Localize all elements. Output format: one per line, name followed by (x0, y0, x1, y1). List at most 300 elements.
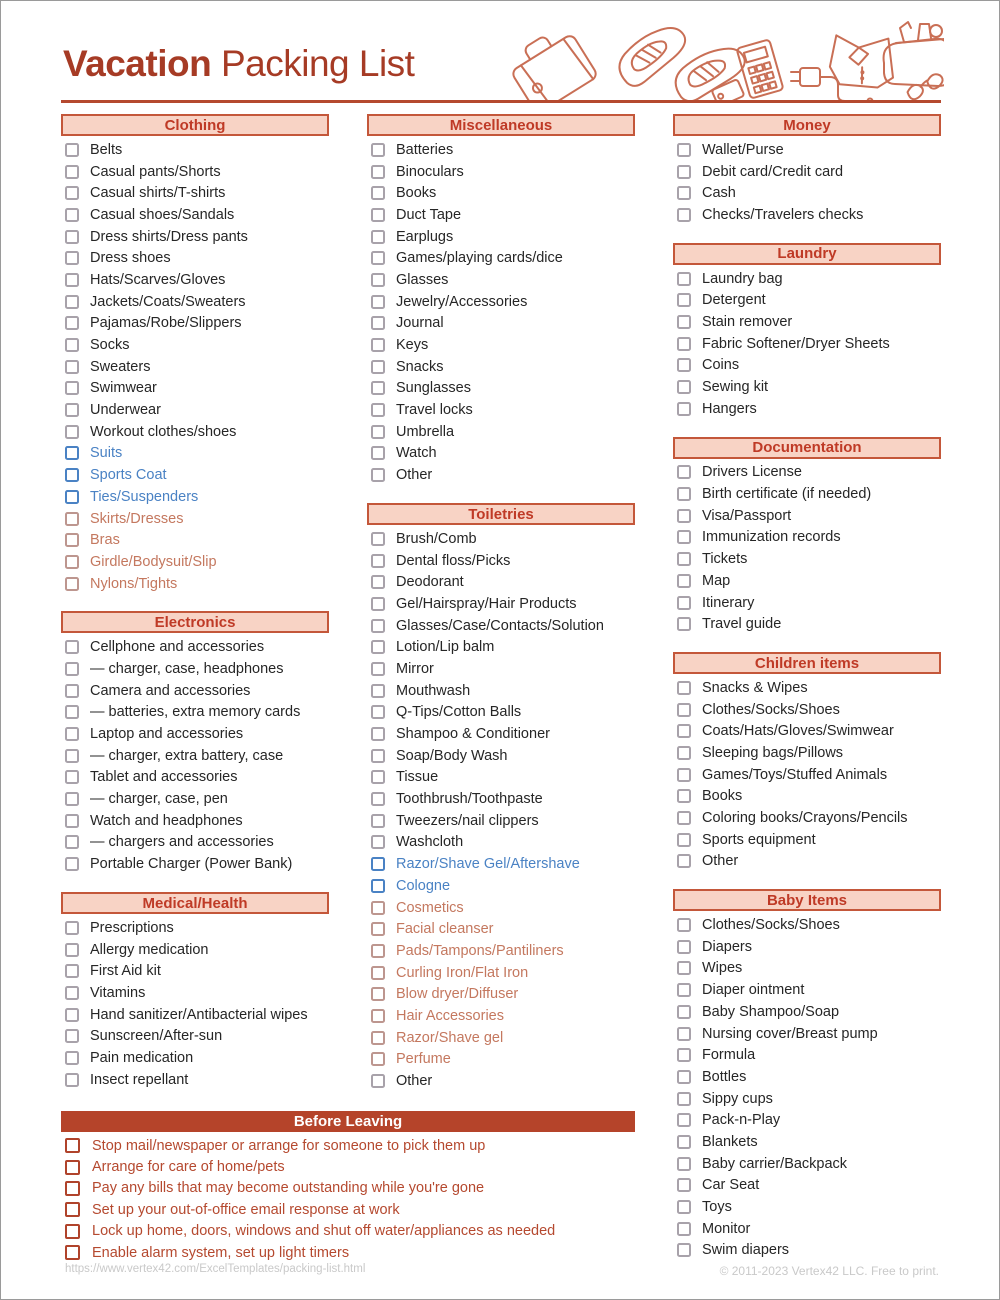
checkbox[interactable] (677, 746, 691, 760)
checkbox[interactable] (677, 961, 691, 975)
checkbox[interactable] (65, 1181, 80, 1196)
item-row (367, 139, 635, 161)
before-leaving-section (61, 1111, 635, 1263)
checkbox[interactable] (371, 792, 385, 806)
checkbox[interactable] (65, 705, 79, 719)
item-row (673, 677, 941, 699)
item-label: Q-Tips/Cotton Balls (396, 704, 522, 721)
item-row (367, 723, 635, 745)
checkbox[interactable] (677, 315, 691, 329)
item-label: Sleeping bags/Pillows (702, 744, 844, 761)
checkbox[interactable] (677, 530, 691, 544)
before-leaving-header: Before Leaving (61, 1111, 635, 1132)
checkbox[interactable] (677, 465, 691, 479)
checkbox[interactable] (677, 337, 691, 351)
checkbox[interactable] (371, 295, 385, 309)
checkbox[interactable] (65, 316, 79, 330)
item-row (61, 247, 329, 269)
checkbox[interactable] (677, 768, 691, 782)
item-label: Pack-n-Play (702, 1112, 781, 1129)
checkbox[interactable] (65, 512, 79, 526)
item-label: Brush/Comb (396, 530, 477, 547)
item-row (673, 958, 941, 980)
item-label: Watch and headphones (90, 812, 243, 829)
item-label: Cosmetics (396, 899, 464, 916)
checkbox[interactable] (65, 360, 79, 374)
section-header: Laundry (673, 243, 941, 265)
checkbox[interactable] (65, 770, 79, 784)
checkbox[interactable] (677, 724, 691, 738)
item-row (367, 593, 635, 615)
item-label: Clothes/Socks/Shoes (702, 701, 840, 718)
checkbox[interactable] (677, 703, 691, 717)
checkbox[interactable] (371, 922, 385, 936)
item-label: Bottles (702, 1068, 747, 1085)
checkbox[interactable] (65, 490, 79, 504)
item-label: Clothes/Socks/Shoes (702, 917, 840, 934)
item-label: Belts (90, 141, 123, 158)
checkbox[interactable] (677, 833, 691, 847)
checkbox[interactable] (65, 1245, 80, 1260)
section-header: Money (673, 114, 941, 136)
item-label: Arrange for care of home/pets (92, 1159, 285, 1176)
checkbox[interactable] (65, 1160, 80, 1175)
page-title-bold: Vacation (63, 43, 212, 84)
checkbox[interactable] (677, 918, 691, 932)
checkbox[interactable] (371, 143, 385, 157)
item-label: Baby Shampoo/Soap (702, 1003, 840, 1020)
checkbox[interactable] (371, 944, 385, 958)
checkbox[interactable] (371, 316, 385, 330)
item-row (673, 807, 941, 829)
checkbox[interactable] (65, 1008, 79, 1022)
section-header: Clothing (61, 114, 329, 136)
item-row (61, 139, 329, 161)
checkbox[interactable] (65, 684, 79, 698)
checkbox[interactable] (371, 619, 385, 633)
item-row (673, 1218, 941, 1240)
footer-url: https://www.vertex42.com/ExcelTemplates/packing-list.html (65, 1263, 366, 1275)
item-row (673, 527, 941, 549)
checkbox[interactable] (371, 857, 385, 871)
section-header: Children items (673, 652, 941, 674)
checkbox[interactable] (677, 1157, 691, 1171)
item-row (673, 764, 941, 786)
section-header: Medical/Health (61, 892, 329, 914)
item-label: Sunglasses (396, 380, 471, 397)
item-label: Sweaters (90, 358, 151, 375)
item-label: Skirts/Dresses (90, 510, 184, 527)
checkbox[interactable] (371, 987, 385, 1001)
section-electronics (61, 611, 329, 875)
checkbox[interactable] (677, 358, 691, 372)
checkbox[interactable] (371, 554, 385, 568)
item-label: Glasses/Case/Contacts/Solution (396, 617, 604, 634)
item-row (673, 1023, 941, 1045)
item-row (673, 1153, 941, 1175)
item-row (367, 788, 635, 810)
item-label: Sports equipment (702, 831, 816, 848)
item-row (367, 745, 635, 767)
checkbox[interactable] (677, 1243, 691, 1257)
item-row (673, 462, 941, 484)
page-title-rest: Packing List (211, 43, 415, 84)
item-label: Fabric Softener/Dryer Sheets (702, 335, 890, 352)
checkbox[interactable] (371, 360, 385, 374)
checkbox[interactable] (65, 662, 79, 676)
item-label: Duct Tape (396, 206, 462, 223)
checkbox[interactable] (371, 468, 385, 482)
item-label: Tissue (396, 769, 439, 786)
checkbox[interactable] (65, 273, 79, 287)
sneaker-icon (668, 38, 750, 103)
item-label: Pads/Tampons/Pantiliners (396, 942, 564, 959)
column-1 (61, 114, 329, 1278)
item-label: — charger, case, headphones (90, 660, 284, 677)
item-label: Casual pants/Shorts (90, 163, 221, 180)
checkbox[interactable] (677, 487, 691, 501)
item-row (61, 810, 329, 832)
checkbox[interactable] (371, 230, 385, 244)
checkbox[interactable] (371, 705, 385, 719)
checkbox[interactable] (677, 402, 691, 416)
checkbox[interactable] (65, 857, 79, 871)
item-label: Sewing kit (702, 379, 769, 396)
item-label: Blow dryer/Diffuser (396, 986, 519, 1003)
checkbox[interactable] (371, 966, 385, 980)
item-label: Razor/Shave Gel/Aftershave (396, 856, 580, 873)
section-header: Toiletries (367, 503, 635, 525)
item-label: Watch (396, 445, 437, 462)
checkbox[interactable] (371, 597, 385, 611)
item-label: Swimwear (90, 380, 157, 397)
checkbox[interactable] (65, 921, 79, 935)
section-children-items (673, 652, 941, 872)
item-label: Nursing cover/Breast pump (702, 1025, 878, 1042)
checkbox[interactable] (371, 403, 385, 417)
section-documentation (673, 437, 941, 636)
checkbox[interactable] (65, 468, 79, 482)
checkbox[interactable] (65, 986, 79, 1000)
checkbox[interactable] (677, 1027, 691, 1041)
item-label: Curling Iron/Flat Iron (396, 964, 529, 981)
checkbox[interactable] (371, 879, 385, 893)
item-label: Map (702, 572, 731, 589)
checkbox[interactable] (371, 186, 385, 200)
item-row (673, 829, 941, 851)
checkbox[interactable] (677, 165, 691, 179)
item-row (61, 551, 329, 573)
item-row (673, 355, 941, 377)
item-label: Diapers (702, 938, 752, 955)
item-row (61, 1069, 329, 1091)
item-row (673, 161, 941, 183)
checkbox[interactable] (677, 380, 691, 394)
checkbox[interactable] (371, 662, 385, 676)
checkbox[interactable] (371, 575, 385, 589)
item-label: First Aid kit (90, 963, 161, 980)
item-row (673, 699, 941, 721)
item-label: Swim diapers (702, 1242, 790, 1259)
checkbox[interactable] (677, 854, 691, 868)
item-row (673, 398, 941, 420)
section-header: Electronics (61, 611, 329, 633)
item-row (367, 356, 635, 378)
checkbox[interactable] (65, 230, 79, 244)
item-label: — chargers and accessories (90, 834, 274, 851)
item-label: Casual shoes/Sandals (90, 206, 235, 223)
item-row (61, 486, 329, 508)
item-label: Drivers License (702, 464, 802, 481)
item-label: Diaper ointment (702, 982, 805, 999)
checkbox[interactable] (677, 811, 691, 825)
item-row (367, 269, 635, 291)
checkbox[interactable] (371, 770, 385, 784)
checkbox[interactable] (371, 684, 385, 698)
item-label: Coins (702, 357, 740, 374)
item-row (673, 1044, 941, 1066)
checkbox[interactable] (677, 293, 691, 307)
checkbox[interactable] (371, 425, 385, 439)
item-row (673, 613, 941, 635)
checkbox[interactable] (65, 295, 79, 309)
checkbox[interactable] (65, 1138, 80, 1153)
item-row (61, 917, 329, 939)
item-row (673, 1240, 941, 1262)
item-row (367, 853, 635, 875)
checkbox[interactable] (371, 165, 385, 179)
item-label: Enable alarm system, set up light timers (92, 1244, 350, 1261)
section-miscellaneous (367, 114, 635, 486)
item-row (61, 1047, 329, 1069)
item-label: Workout clothes/shoes (90, 423, 237, 440)
item-label: Cash (702, 185, 736, 202)
column-3 (673, 114, 941, 1278)
item-row (61, 529, 329, 551)
item-row (61, 378, 329, 400)
checkbox[interactable] (65, 425, 79, 439)
item-row (61, 182, 329, 204)
checkbox[interactable] (65, 1051, 79, 1065)
item-row (673, 182, 941, 204)
checkbox[interactable] (65, 208, 79, 222)
item-label: Coats/Hats/Gloves/Swimwear (702, 723, 894, 740)
item-row (367, 464, 635, 486)
item-row (367, 702, 635, 724)
item-row (367, 399, 635, 421)
checkbox[interactable] (677, 1070, 691, 1084)
checkbox[interactable] (677, 983, 691, 997)
checkbox[interactable] (65, 186, 79, 200)
section-toiletries (367, 503, 635, 1092)
item-row (367, 247, 635, 269)
checkbox[interactable] (677, 1135, 691, 1149)
checkbox[interactable] (65, 964, 79, 978)
checkbox[interactable] (371, 749, 385, 763)
item-label: Hats/Scarves/Gloves (90, 271, 226, 288)
checkbox[interactable] (371, 835, 385, 849)
item-label: Set up your out-of-office email response at work (92, 1201, 400, 1218)
item-label: Pay any bills that may become outstanding while you're gone (92, 1180, 485, 1197)
checkbox[interactable] (65, 251, 79, 265)
checkbox[interactable] (677, 1005, 691, 1019)
item-label: Games/Toys/Stuffed Animals (702, 766, 888, 783)
checkbox[interactable] (371, 446, 385, 460)
item-label: Washcloth (396, 834, 464, 851)
checkbox[interactable] (371, 273, 385, 287)
checkbox[interactable] (371, 338, 385, 352)
item-label: Sports Coat (90, 467, 167, 484)
header-divider (61, 100, 941, 103)
checkbox[interactable] (65, 1202, 80, 1217)
checkbox[interactable] (65, 555, 79, 569)
checkbox[interactable] (677, 509, 691, 523)
item-row (61, 443, 329, 465)
item-row (673, 505, 941, 527)
item-row (367, 550, 635, 572)
item-row (673, 139, 941, 161)
checkbox[interactable] (65, 577, 79, 591)
item-row (61, 982, 329, 1004)
checkbox[interactable] (65, 814, 79, 828)
checkbox[interactable] (677, 789, 691, 803)
item-label: Wipes (702, 960, 743, 977)
item-label: Stain remover (702, 313, 793, 330)
item-label: Jackets/Coats/Sweaters (90, 293, 246, 310)
checkbox[interactable] (677, 272, 691, 286)
item-row (61, 636, 329, 658)
checkbox[interactable] (371, 1009, 385, 1023)
item-row (61, 399, 329, 421)
item-label: Games/playing cards/dice (396, 250, 563, 267)
item-row (673, 376, 941, 398)
item-row (61, 1004, 329, 1026)
checkbox[interactable] (371, 532, 385, 546)
checkbox[interactable] (65, 1073, 79, 1087)
item-row (673, 289, 941, 311)
item-row (61, 1242, 635, 1263)
item-row (367, 918, 635, 940)
item-label: Socks (90, 337, 130, 354)
item-label: Blankets (702, 1133, 758, 1150)
checkbox[interactable] (371, 901, 385, 915)
item-label: Tablet and accessories (90, 769, 238, 786)
footer-copyright: © 2011-2023 Vertex42 LLC. Free to print. (719, 1264, 939, 1278)
checkbox[interactable] (677, 940, 691, 954)
item-label: Other (396, 1073, 433, 1090)
checkbox[interactable] (677, 1092, 691, 1106)
checkbox[interactable] (65, 143, 79, 157)
checkbox[interactable] (371, 1074, 385, 1088)
item-row (673, 1175, 941, 1197)
item-row (61, 313, 329, 335)
checkbox[interactable] (371, 208, 385, 222)
item-row (367, 313, 635, 335)
item-row (367, 767, 635, 789)
checkbox[interactable] (677, 208, 691, 222)
item-label: Visa/Passport (702, 507, 792, 524)
item-label: Wallet/Purse (702, 141, 784, 158)
calculator-icon (736, 39, 783, 98)
checkbox[interactable] (65, 792, 79, 806)
checkbox[interactable] (371, 640, 385, 654)
item-row (61, 680, 329, 702)
checkbox[interactable] (65, 381, 79, 395)
checkbox[interactable] (677, 574, 691, 588)
item-label: Camera and accessories (90, 682, 251, 699)
item-row (61, 573, 329, 595)
checkbox[interactable] (677, 596, 691, 610)
item-row (61, 960, 329, 982)
checkbox[interactable] (371, 1052, 385, 1066)
checkbox[interactable] (677, 1178, 691, 1192)
section-baby-items (673, 889, 941, 1261)
checkbox[interactable] (65, 1029, 79, 1043)
checkbox[interactable] (65, 533, 79, 547)
item-label: Batteries (396, 141, 454, 158)
item-row (673, 311, 941, 333)
item-row (673, 720, 941, 742)
checkbox[interactable] (677, 186, 691, 200)
item-row (61, 788, 329, 810)
item-label: Girdle/Bodysuit/Slip (90, 553, 217, 570)
item-label: Nylons/Tights (90, 575, 178, 592)
item-row (61, 356, 329, 378)
item-row (61, 291, 329, 313)
checkbox[interactable] (65, 727, 79, 741)
item-row (367, 810, 635, 832)
item-row (61, 1025, 329, 1047)
checkbox[interactable] (677, 1113, 691, 1127)
checkbox[interactable] (371, 814, 385, 828)
item-label: Car Seat (702, 1177, 760, 1194)
checkbox[interactable] (65, 338, 79, 352)
checkbox[interactable] (65, 749, 79, 763)
item-row (367, 1049, 635, 1071)
checkbox[interactable] (677, 1200, 691, 1214)
checkbox[interactable] (371, 1031, 385, 1045)
item-row (61, 464, 329, 486)
item-label: Books (396, 185, 437, 202)
checkbox[interactable] (371, 727, 385, 741)
checkbox[interactable] (677, 1048, 691, 1062)
item-row (367, 1070, 635, 1092)
item-row (61, 1178, 635, 1199)
checkbox[interactable] (65, 446, 79, 460)
checkbox[interactable] (371, 381, 385, 395)
sneaker-icon (611, 17, 692, 91)
item-row (61, 1199, 635, 1220)
checkbox[interactable] (677, 681, 691, 695)
item-label: Ties/Suspenders (90, 488, 199, 505)
checkbox[interactable] (65, 403, 79, 417)
checkbox[interactable] (677, 143, 691, 157)
checkbox[interactable] (677, 552, 691, 566)
checkbox[interactable] (65, 835, 79, 849)
checkbox[interactable] (65, 943, 79, 957)
checkbox[interactable] (371, 251, 385, 265)
item-row (673, 742, 941, 764)
checkbox[interactable] (677, 617, 691, 631)
checkbox[interactable] (65, 1224, 80, 1239)
item-label: Bras (90, 532, 120, 549)
item-label: Stop mail/newspaper or arrange for someone to pick them up (92, 1137, 486, 1154)
checkbox[interactable] (65, 640, 79, 654)
item-row (61, 1135, 635, 1156)
checkbox[interactable] (677, 1222, 691, 1236)
checkbox[interactable] (65, 165, 79, 179)
item-row (367, 421, 635, 443)
